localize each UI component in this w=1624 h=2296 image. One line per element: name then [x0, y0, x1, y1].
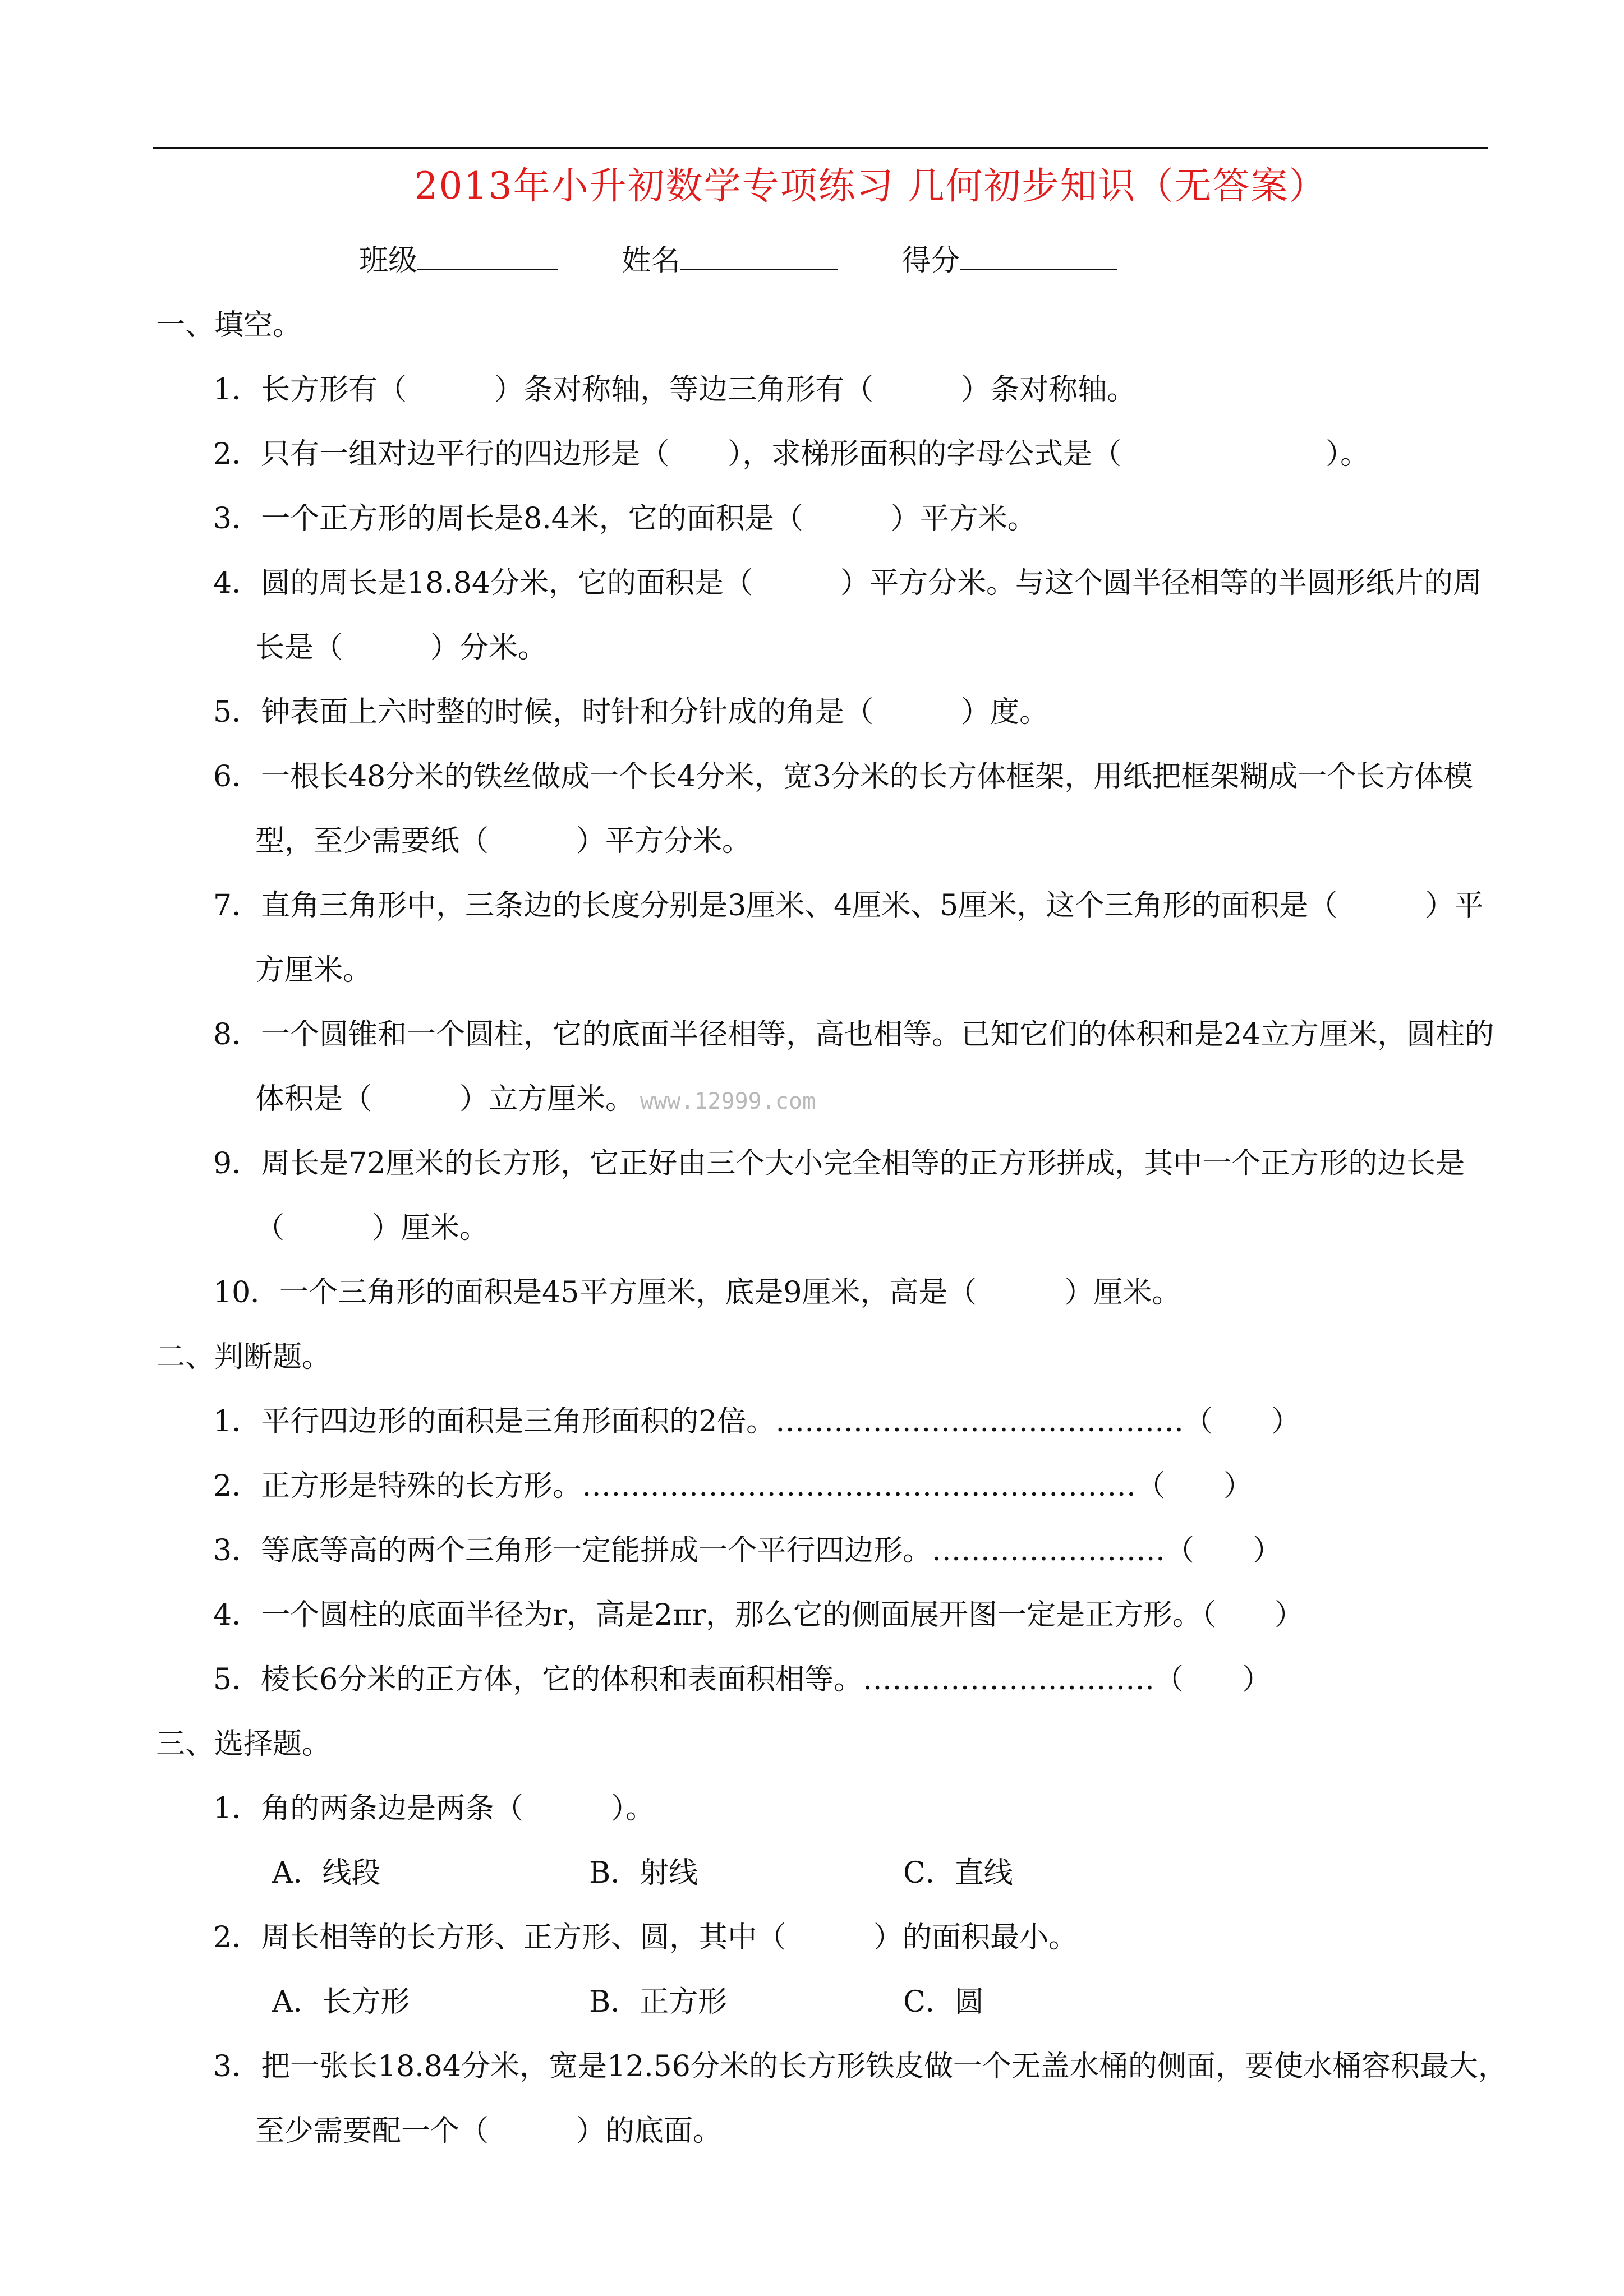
judge-question-2: 2．正方形是特殊的长方形。…………………………………………………（ ）	[213, 1469, 1253, 1503]
choice-2-option-a: A．长方形	[272, 1985, 410, 2019]
watermark: www.12999.com	[640, 1089, 816, 1114]
page-title: 2013年小升初数学专项练习 几何初步知识（无答案）	[414, 164, 1327, 208]
name-field	[622, 238, 838, 283]
section-fill-heading: 一、填空。	[156, 308, 302, 342]
section-judge-heading: 二、判断题。	[156, 1340, 332, 1374]
fill-question-5: 5．钟表面上六时整的时候，时针和分针成的角是（ ）度。	[213, 695, 1049, 729]
choice-2-option-b: B．正方形	[589, 1985, 728, 2019]
score-label: 得分	[901, 244, 960, 278]
choice-question-1: 1．角的两条边是两条（ ）。	[213, 1792, 655, 1825]
judge-question-5: 5．棱长6分米的正方体，它的体积和表面积相等。…………………………（ ）	[213, 1663, 1272, 1696]
score-blank	[960, 239, 1117, 270]
student-info-fields	[359, 238, 1172, 283]
fill-question-6: 6．一根长48分米的铁丝做成一个长4分米，宽3分米的长方体框架，用纸把框架糊成一个长方体模	[213, 760, 1473, 794]
fill-question-8-cont	[255, 1077, 816, 1124]
choice-1-option-b: B．射线	[589, 1856, 698, 1890]
class-field	[359, 238, 558, 283]
choice-question-3: 3．把一张长18.84分米，宽是12.56分米的长方形铁皮做一个无盖水桶的侧面，要使水桶容积最大，	[213, 2050, 1507, 2083]
class-label: 班级	[359, 244, 418, 278]
header-rule	[153, 147, 1488, 149]
fill-question-6-cont: 型，至少需要纸（ ）平方分米。	[255, 824, 752, 858]
fill-question-3: 3．一个正方形的周长是8.4米，它的面积是（ ）平方米。	[213, 502, 1037, 536]
choice-question-2: 2．周长相等的长方形、正方形、圆，其中（ ）的面积最小。	[213, 1921, 1078, 1954]
fill-question-7-cont: 方厘米。	[255, 953, 372, 987]
fill-question-4-cont: 长是（ ）分米。	[255, 631, 548, 665]
fill-question-9: 9．周长是72厘米的长方形，它正好由三个大小完全相等的正方形拼成，其中一个正方形的边长是	[213, 1147, 1465, 1181]
fill-question-2: 2．只有一组对边平行的四边形是（ ），求梯形面积的字母公式是（ ）。	[213, 437, 1370, 471]
judge-question-3: 3．等底等高的两个三角形一定能拼成一个平行四边形。……………………（ ）	[213, 1534, 1282, 1567]
judge-question-1: 1．平行四边形的面积是三角形面积的2倍。……………………………………（ ）	[213, 1405, 1301, 1439]
choice-1-option-c: C．直线	[903, 1856, 1013, 1890]
fill-question-8: 8．一个圆锥和一个圆柱，它的底面半径相等，高也相等。已知它们的体积和是24立方厘米，圆柱的	[213, 1018, 1494, 1052]
fill-question-9-cont: （ ）厘米。	[255, 1211, 489, 1245]
fill-question-10: 10．一个三角形的面积是45平方厘米，底是9厘米，高是（ ）厘米。	[213, 1276, 1181, 1310]
class-blank	[417, 239, 558, 270]
section-choice-heading: 三、选择题。	[156, 1727, 332, 1761]
name-label: 姓名	[622, 244, 680, 278]
fill-question-1: 1．长方形有（ ）条对称轴，等边三角形有（ ）条对称轴。	[213, 373, 1137, 407]
name-blank	[680, 239, 838, 270]
score-field	[901, 238, 1117, 283]
choice-2-option-c: C．圆	[903, 1985, 984, 2019]
fill-question-4: 4．圆的周长是18.84分米，它的面积是（ ）平方分米。与这个圆半径相等的半圆形纸片的周	[213, 566, 1482, 600]
judge-question-4: 4．一个圆柱的底面半径为r，高是2πr，那么它的侧面展开图一定是正方形。（ ）	[213, 1598, 1304, 1632]
fill-question-8-text: 体积是（ ）立方厘米。	[255, 1082, 635, 1116]
choice-question-3-cont: 至少需要配一个（ ）的底面。	[255, 2114, 723, 2148]
fill-question-7: 7．直角三角形中，三条边的长度分别是3厘米、4厘米、5厘米，这个三角形的面积是（ ）平	[213, 889, 1484, 923]
choice-1-option-a: A．线段	[272, 1856, 381, 1890]
